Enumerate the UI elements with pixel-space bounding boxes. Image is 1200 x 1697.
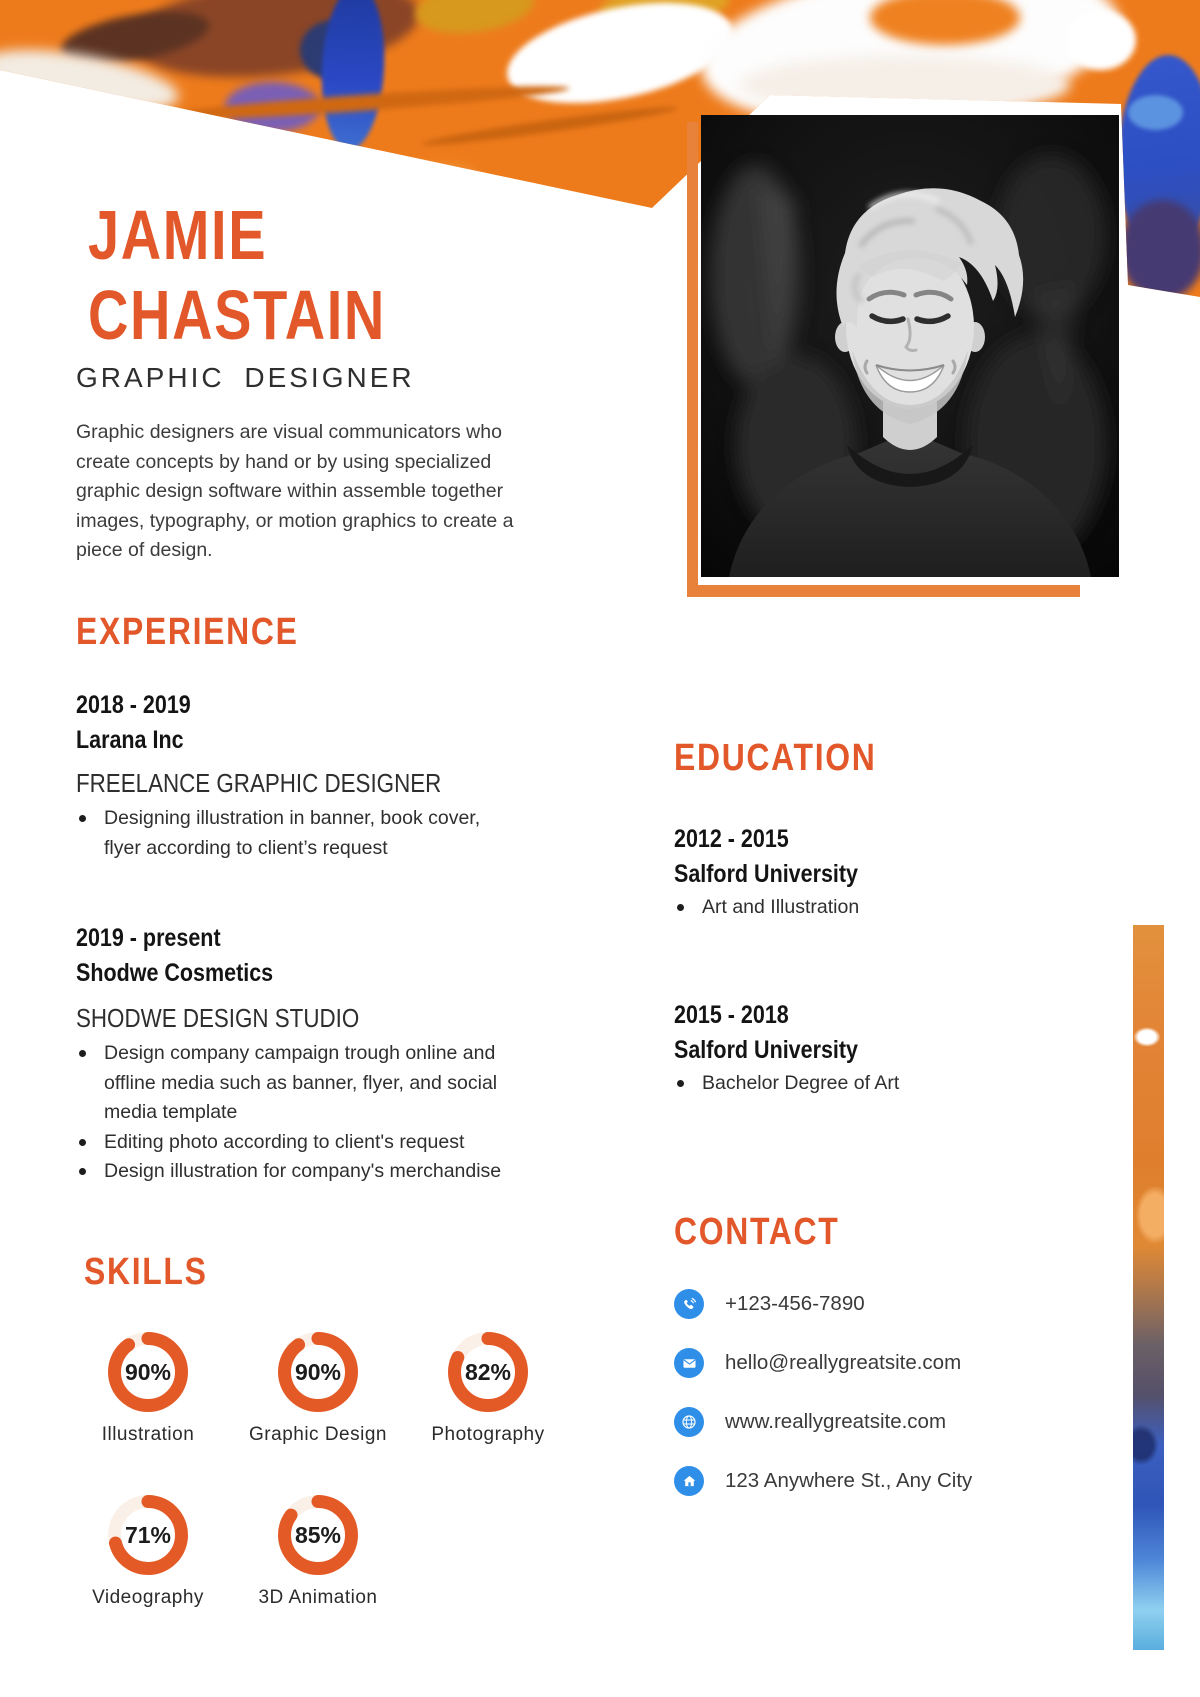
paint-stroke [1128,95,1183,130]
education-dates: 2012 - 2015 [674,825,789,853]
skill-donut-videography [92,1490,204,1608]
education-entry-dates-school [674,822,888,892]
education-dates: 2015 - 2018 [674,1001,789,1029]
first-name: JAMIE [88,196,268,274]
experience-bullets [76,1039,531,1187]
education-bullet: Bachelor Degree of Art [674,1069,1094,1099]
education-school: Salford University [674,860,858,888]
skill-label: Graphic Design [249,1424,387,1445]
skill-percent: 82% [464,1358,512,1385]
experience-bullet: Designing illustration in banner, book cover, flyer according to client’s request [76,804,521,863]
paint-stroke [412,0,538,40]
home-icon [674,1466,704,1496]
skill-percent: 85% [294,1521,342,1548]
experience-bullet: Design illustration for company's merchandise [76,1157,531,1187]
experience-heading: EXPERIENCE [76,611,299,653]
education-entry-dates-school [674,998,888,1068]
experience-company: Shodwe Cosmetics [76,959,274,987]
skills-heading: SKILLS [84,1251,208,1293]
phone-icon [674,1289,704,1319]
contact-phone: +123-456-7890 [725,1292,865,1315]
contact-address: 123 Anywhere St., Any City [725,1469,973,1492]
skill-label: Photography [431,1424,545,1445]
paint-stroke [1066,10,1136,70]
skill-donut-photography [431,1327,545,1445]
globe-icon [674,1407,704,1437]
photo-frame-vertical-bar [687,122,698,597]
skill-donut-graphic-design [249,1327,387,1445]
experience-entry-dates-company [76,688,209,758]
experience-company: Larana Inc [76,726,184,754]
experience-dates: 2019 - present [76,924,221,952]
contact-email: hello@reallygreatsite.com [725,1351,962,1374]
side-paint-strip [1133,925,1164,1650]
paint-stroke [420,102,679,150]
last-name: CHASTAIN [88,276,386,354]
education-bullets [674,1069,1094,1099]
contact-heading: CONTACT [674,1211,840,1253]
education-heading: EDUCATION [674,737,877,779]
experience-dates: 2018 - 2019 [76,691,191,719]
contact-website-row [674,1407,946,1437]
paint-stroke [1120,200,1200,300]
portrait-illustration [701,115,1119,577]
skill-percent: 90% [124,1358,172,1385]
experience-role: SHODWE DESIGN STUDIO [76,1003,360,1033]
profile-photo [701,115,1119,577]
skill-label: Illustration [101,1424,195,1445]
email-icon [674,1348,704,1378]
experience-bullet: Design company campaign trough online and offline media such as banner, flyer, and social media template [76,1039,531,1128]
experience-bullets [76,804,521,863]
contact-website: www.reallygreatsite.com [725,1410,947,1433]
photo-frame-horizontal-bar [687,585,1080,597]
person-name [88,195,460,355]
paint-stroke [740,55,1070,115]
job-title: GRAPHIC DESIGNER [76,362,415,393]
education-school: Salford University [674,1036,858,1064]
experience-bullet: Editing photo according to client's request [76,1128,531,1158]
contact-address-row [674,1466,972,1496]
contact-phone-row [674,1289,865,1319]
education-bullet: Art and Illustration [674,893,1094,923]
skill-percent: 90% [294,1358,342,1385]
skill-label: 3D Animation [258,1587,378,1608]
skill-donut-3d-animation [258,1490,378,1608]
skill-donut-illustration [101,1327,195,1445]
education-bullets [674,893,1094,923]
skill-label: Videography [92,1587,204,1608]
profile-summary: Graphic designers are visual communicators who create concepts by hand or by using specialized graphic design software within assemble together images, typography, or motion graphics to create a piece of design. [76,421,514,561]
experience-entry-dates-company [76,921,305,991]
contact-email-row [674,1348,961,1378]
paint-stroke [318,0,389,152]
experience-role: FREELANCE GRAPHIC DESIGNER [76,768,442,798]
skill-percent: 71% [124,1521,172,1548]
